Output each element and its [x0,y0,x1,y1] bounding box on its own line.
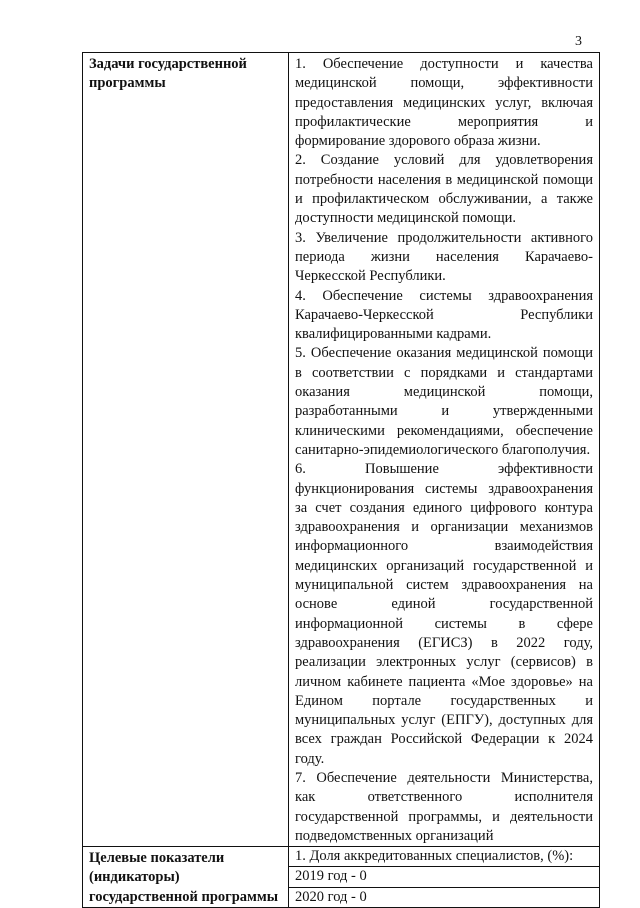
task-item: 4. Обеспечение системы здравоохранения Карачаево-Черкесской Республики квалифицированными кадрами. [295,287,593,343]
task-item: 7. Обеспечение деятельности Министерства, как ответственного исполнителя государственной программы, и деятельности подведомственных организаций [295,769,593,844]
row-content-indicators [289,847,600,908]
program-table [82,52,600,908]
indicator-year: 2019 год - 0 [289,866,599,886]
indicator-item: 1. Доля аккредитованных специалистов, (%): [295,848,574,865]
table-row [83,53,600,847]
row-label-indicators: Целевые показатели (индикаторы) государственной программы [83,847,289,908]
task-item: 3. Увеличение продолжительности активного периода жизни населения Карачаево-Черкесской Республики. [295,229,593,285]
task-item: 2. Создание условий для удовлетворения потребности населения в медицинской помощи и профилактическом обслуживании, а также доступности медицинской помощи. [295,152,593,227]
row-label-tasks: Задачи государственной программы [83,53,289,847]
indicator-year: 2020 год - 0 [289,887,599,907]
task-item: 5. Обеспечение оказания медицинской помощи в соответствии с порядками и стандартами оказания медицинской помощи, разработанными и утвержденными клиническими рекомендациями, обеспечение санитарно-эпидемиологического благополучия. [295,345,593,458]
table-row [83,847,600,908]
task-item: 1. Обеспечение доступности и качества медицинской помощи, эффективности предоставления медицинских услуг, включая профилактические мероприятия и формирование здорового образа жизни. [295,56,593,150]
row-content-tasks [289,53,600,847]
page-number: 3 [575,34,582,49]
task-item: 6. Повышение эффективности функционирования системы здравоохранения за счет создания единого цифрового контура здравоохранения и организации механизмов информационного взаимодействия медицинских организаций государственной и муниципальной систем здравоохранения на основе единой государственной информационной системы в сфере здравоохранения (ЕГИСЗ) в 2022 году, реализации электронных услуг (сервисов) в личном кабинете пациента «Мое здоровье» на Едином портале государственных и муниципальных услуг (ЕПГУ), доступных для всех граждан Российской Федерации к 2024 году. [295,461,593,767]
